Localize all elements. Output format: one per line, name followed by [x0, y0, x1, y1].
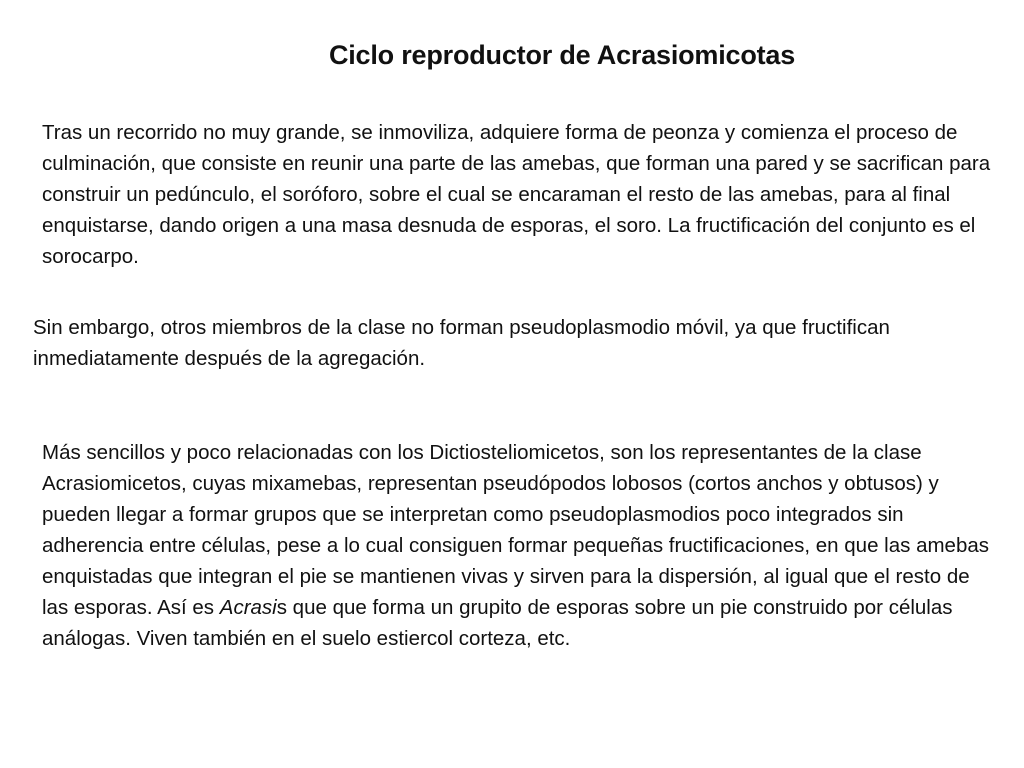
slide-title: Ciclo reproductor de Acrasiomicotas — [328, 40, 796, 70]
paragraph-text-part: s que que forma un grupito de esporas sobre un pie construido por células análogas. Viven también en el suelo estiercol corteza, etc. — [42, 596, 953, 650]
paragraph-acrasiomycetes — [42, 437, 997, 654]
paragraph-culmination: Tras un recorrido no muy grande, se inmoviliza, adquiere forma de peonza y comienza el proceso de culminación, que consiste en reunir una parte de las amebas, que forman una pared y se sacrifican para construir un pedúnculo, el soróforo, sobre el cual se encaraman el resto de las amebas, para al final enquistarse, dando origen a una masa desnuda de esporas, el soro. La fructificación del conjunto es el sorocarpo. — [42, 121, 991, 268]
genus-name-italic: Acrasi — [219, 596, 277, 619]
paragraph-no-mobile-pseudoplasmodium: Sin embargo, otros miembros de la clase no forman pseudoplasmodio móvil, ya que fructifican inmediatamente después de la agregación. — [33, 316, 890, 370]
paragraph-text-part: Más sencillos y poco relacionadas con los Dictiosteliomicetos, son los representantes de la clase Acrasiomicetos, cuyas mixamebas, representan pseudópodos lobosos (cortos anchos y obtusos) y pueden llegar a formar grupos que se interpretan como pseudoplasmodios poco integrados sin adherencia entre células, pese a lo cual consiguen formar pequeñas fructificaciones, en que las amebas enquistadas que integran el pie se mantienen vivas y sirven para la dispersión, al igual que el resto de las esporas. Así es — [42, 441, 989, 619]
